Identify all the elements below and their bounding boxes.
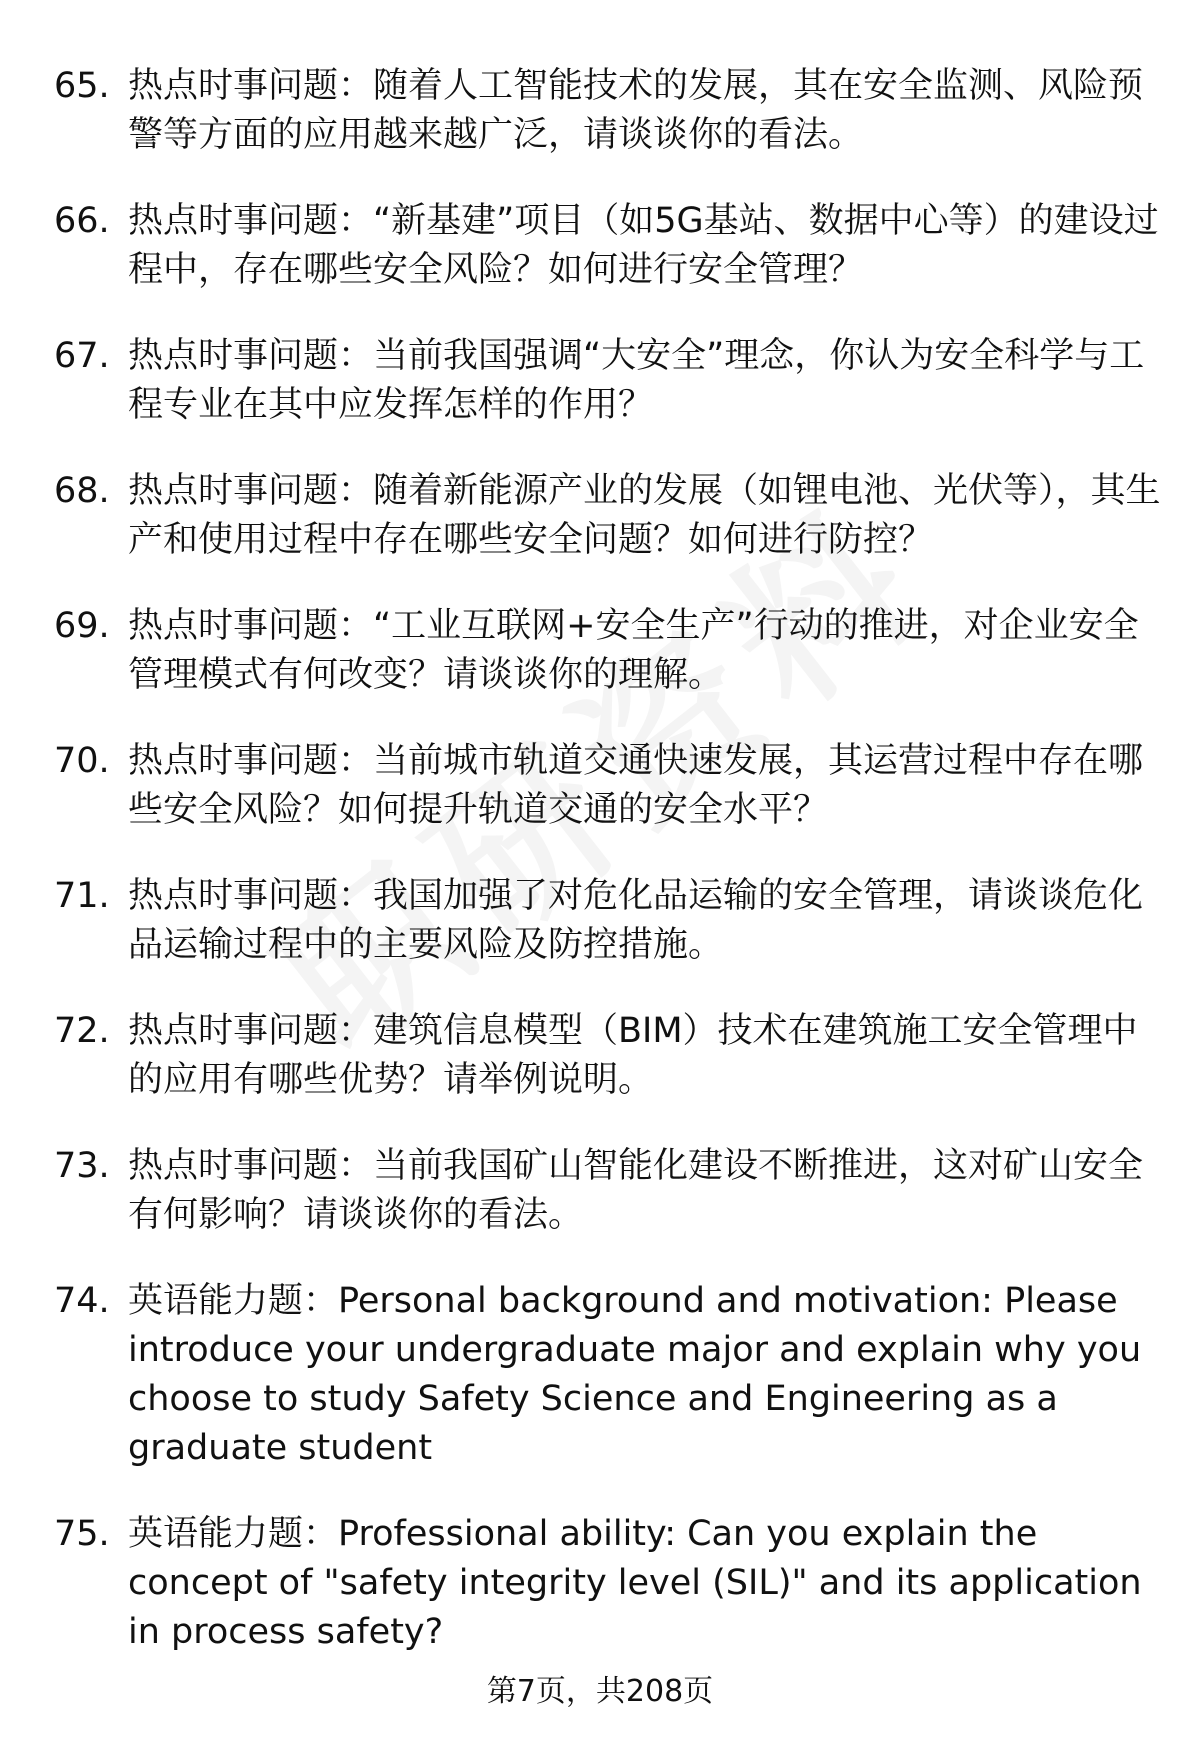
- question-number: 67.: [54, 336, 110, 376]
- question-text: 热点时事问题：“新基建”项目（如5G基站、数据中心等）的建设过程中，存在哪些安全风险？如何进行安全管理？: [128, 201, 1159, 290]
- question-number: 71.: [54, 876, 110, 916]
- question-number: 75.: [54, 1514, 110, 1554]
- question-item-66: [54, 197, 1164, 295]
- question-text: 热点时事问题：当前城市轨道交通快速发展，其运营过程中存在哪些安全风险？如何提升轨道交通的安全水平？: [128, 741, 1144, 830]
- question-text: 热点时事问题：我国加强了对危化品运输的安全管理，请谈谈危化品运输过程中的主要风险及防控措施。: [128, 876, 1144, 965]
- question-number: 68.: [54, 471, 110, 511]
- question-list: [54, 62, 1164, 1694]
- question-text: 热点时事问题：当前我国强调“大安全”理念，你认为安全科学与工程专业在其中应发挥怎样的作用？: [128, 336, 1145, 425]
- question-item-68: [54, 467, 1164, 565]
- question-item-67: [54, 332, 1164, 430]
- question-number: 66.: [54, 201, 110, 241]
- question-item-71: [54, 872, 1164, 970]
- question-text: 热点时事问题：随着人工智能技术的发展，其在安全监测、风险预警等方面的应用越来越广泛，请谈谈你的看法。: [128, 66, 1144, 155]
- question-text: 热点时事问题：当前我国矿山智能化建设不断推进，这对矿山安全有何影响？请谈谈你的看法。: [128, 1146, 1144, 1235]
- question-number: 74.: [54, 1281, 110, 1321]
- question-text: 热点时事问题：随着新能源产业的发展（如锂电池、光伏等），其生产和使用过程中存在哪些安全问题？如何进行防控？: [128, 471, 1161, 560]
- question-number: 69.: [54, 606, 110, 646]
- page-footer: 第7页，共208页: [486, 1674, 714, 1709]
- question-item-65: [54, 62, 1164, 160]
- question-number: 73.: [54, 1146, 110, 1186]
- question-item-69: [54, 602, 1164, 700]
- question-item-70: [54, 737, 1164, 835]
- question-text: 热点时事问题：“工业互联网+安全生产”行动的推进，对企业安全管理模式有何改变？请谈谈你的理解。: [128, 606, 1139, 695]
- question-text: 英语能力题：Professional ability: Can you explain the concept of "safety integrity level (SIL)" and its application in process safety?: [128, 1514, 1142, 1652]
- question-number: 72.: [54, 1011, 110, 1051]
- question-item-75: [54, 1510, 1164, 1657]
- question-item-73: [54, 1142, 1164, 1240]
- question-number: 65.: [54, 66, 110, 106]
- question-text: 热点时事问题：建筑信息模型（BIM）技术在建筑施工安全管理中的应用有哪些优势？请举例说明。: [128, 1011, 1138, 1100]
- question-number: 70.: [54, 741, 110, 781]
- question-text: 英语能力题：Personal background and motivation: Please introduce your undergraduate major and explain why you choose to study Safety Science and Engineering as a graduate student: [128, 1281, 1142, 1468]
- question-item-72: [54, 1007, 1164, 1105]
- question-item-74: [54, 1277, 1164, 1473]
